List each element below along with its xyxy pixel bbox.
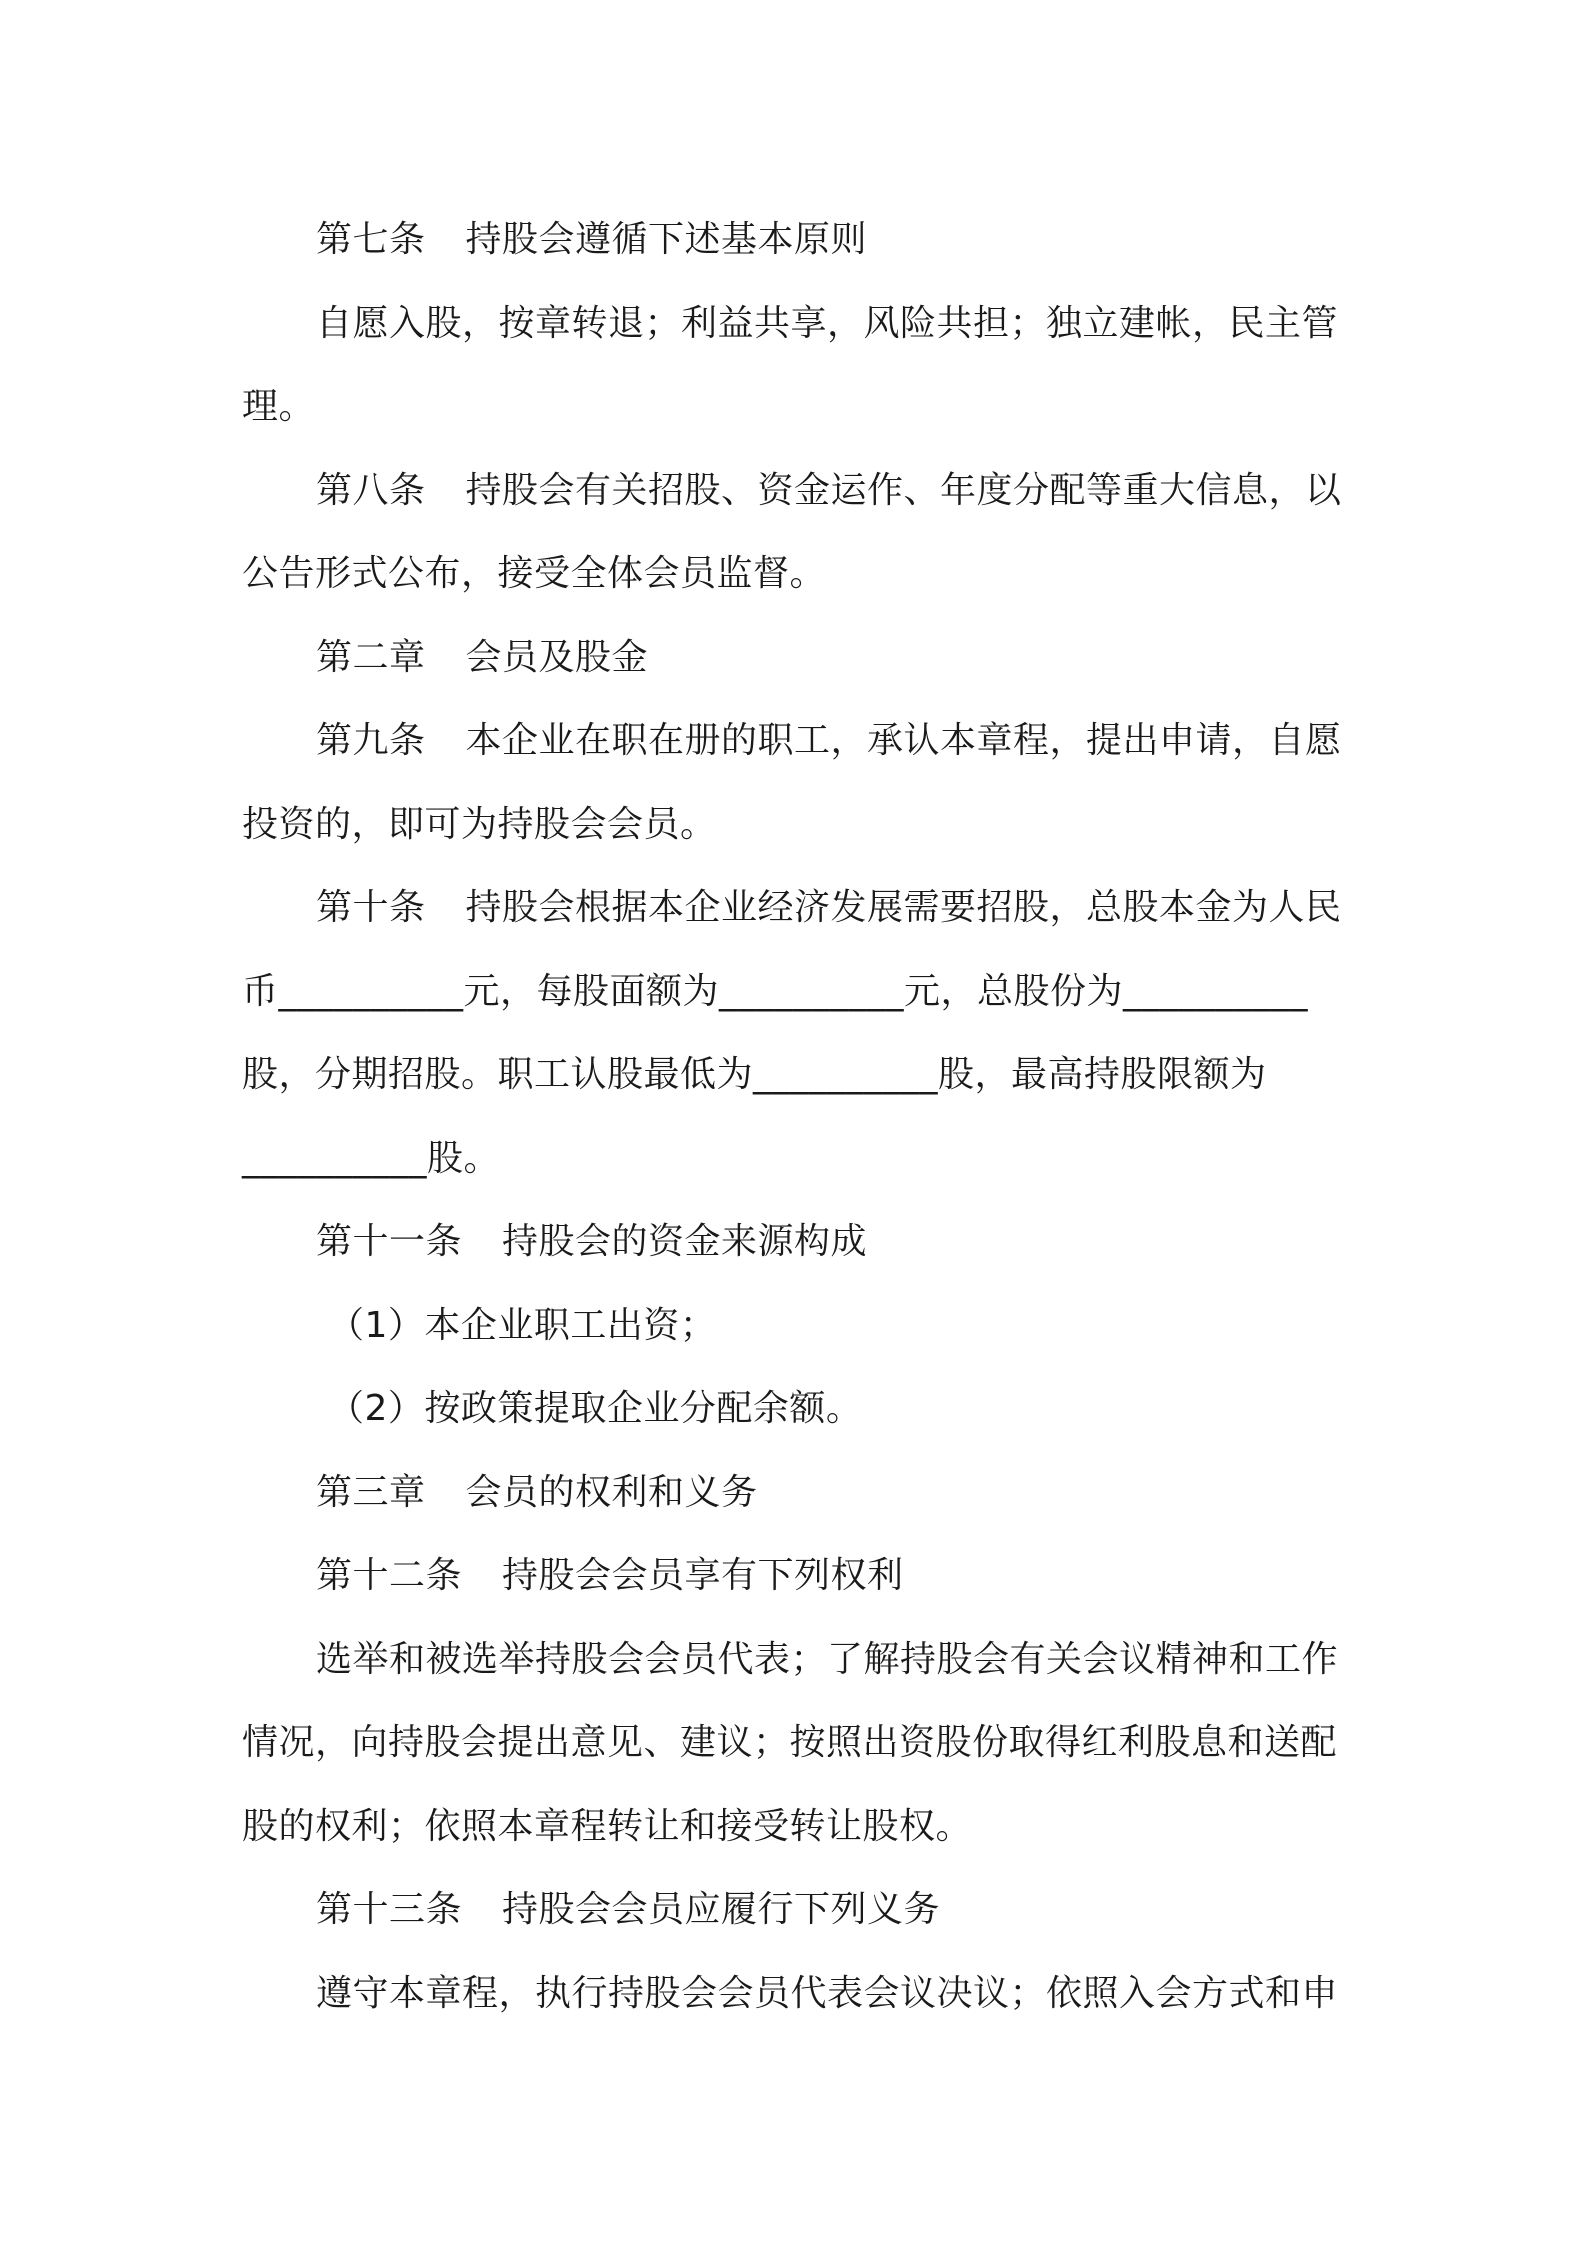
article-text: 持股会根据本企业经济发展需要招股，总股本金为人民 bbox=[465, 887, 1342, 928]
article-title: 持股会的资金来源构成 bbox=[502, 1221, 868, 1262]
article-12-heading bbox=[242, 1534, 1352, 1618]
paragraph-text: 股，分期招股。职工认股最低为__________股，最高持股限额为 bbox=[242, 1054, 1267, 1095]
list-item bbox=[242, 1284, 1352, 1368]
list-item-text: （2）按政策提取企业分配余额。 bbox=[328, 1388, 863, 1429]
chapter-title: 会员及股金 bbox=[465, 636, 649, 678]
article-label: 第十三条 bbox=[316, 1889, 463, 1930]
article-text: 本企业在职在册的职工，承认本章程，提出申请，自愿 bbox=[465, 720, 1342, 761]
paragraph-text: 自愿入股，按章转退；利益共享，风险共担；独立建帐，民主管 bbox=[316, 302, 1339, 344]
article-label: 第九条 bbox=[316, 720, 426, 761]
paragraph-line bbox=[242, 1618, 1352, 1702]
paragraph-text: __________股。 bbox=[242, 1137, 501, 1179]
article-8-heading bbox=[242, 449, 1352, 533]
chapter-label: 第三章 bbox=[316, 1471, 426, 1513]
paragraph-text: 情况，向持股会提出意见、建议；按照出资股份取得红利股息和送配 bbox=[242, 1722, 1338, 1763]
article-label: 第十一条 bbox=[316, 1221, 463, 1262]
chapter-3-heading bbox=[242, 1451, 1352, 1535]
paragraph-line bbox=[242, 1785, 1352, 1869]
paragraph-line bbox=[242, 1701, 1352, 1785]
article-label: 第十条 bbox=[316, 887, 426, 928]
article-7-heading bbox=[242, 198, 1352, 282]
article-10-heading bbox=[242, 866, 1352, 950]
article-label: 第七条 bbox=[316, 219, 426, 260]
paragraph-text: 股的权利；依照本章程转让和接受转让股权。 bbox=[242, 1805, 973, 1847]
article-label: 第八条 bbox=[316, 469, 426, 511]
chapter-label: 第二章 bbox=[316, 636, 426, 678]
article-9-heading bbox=[242, 699, 1352, 783]
article-title: 持股会遵循下述基本原则 bbox=[465, 219, 868, 260]
paragraph-text: 选举和被选举持股会会员代表；了解持股会有关会议精神和工作 bbox=[316, 1638, 1339, 1680]
article-title: 持股会会员享有下列权利 bbox=[502, 1555, 904, 1596]
article-title: 持股会会员应履行下列义务 bbox=[502, 1889, 941, 1930]
chapter-2-heading bbox=[242, 616, 1352, 700]
paragraph-line bbox=[242, 1117, 1352, 1201]
paragraph-line bbox=[242, 950, 1352, 1034]
paragraph-line bbox=[242, 282, 1352, 366]
chapter-title: 会员的权利和义务 bbox=[465, 1471, 758, 1513]
paragraph-line bbox=[242, 783, 1352, 867]
article-13-heading bbox=[242, 1868, 1352, 1952]
list-item-text: （1）本企业职工出资； bbox=[328, 1304, 717, 1346]
paragraph-text: 投资的，即可为持股会会员。 bbox=[242, 803, 717, 845]
document-body bbox=[242, 198, 1352, 2035]
paragraph-line bbox=[242, 365, 1352, 449]
paragraph-line bbox=[242, 1033, 1352, 1117]
article-text: 持股会有关招股、资金运作、年度分配等重大信息，以 bbox=[465, 469, 1342, 511]
paragraph-line bbox=[242, 532, 1352, 616]
list-item bbox=[242, 1367, 1352, 1451]
paragraph-line bbox=[242, 1952, 1352, 2036]
paragraph-text: 公告形式公布，接受全体会员监督。 bbox=[242, 553, 827, 594]
paragraph-text: 币__________元，每股面额为__________元，总股份为__________ bbox=[242, 970, 1309, 1012]
paragraph-text: 理。 bbox=[242, 386, 316, 427]
article-label: 第十二条 bbox=[316, 1555, 463, 1596]
paragraph-text: 遵守本章程，执行持股会会员代表会议决议；依照入会方式和申 bbox=[316, 1972, 1339, 2014]
article-11-heading bbox=[242, 1200, 1352, 1284]
